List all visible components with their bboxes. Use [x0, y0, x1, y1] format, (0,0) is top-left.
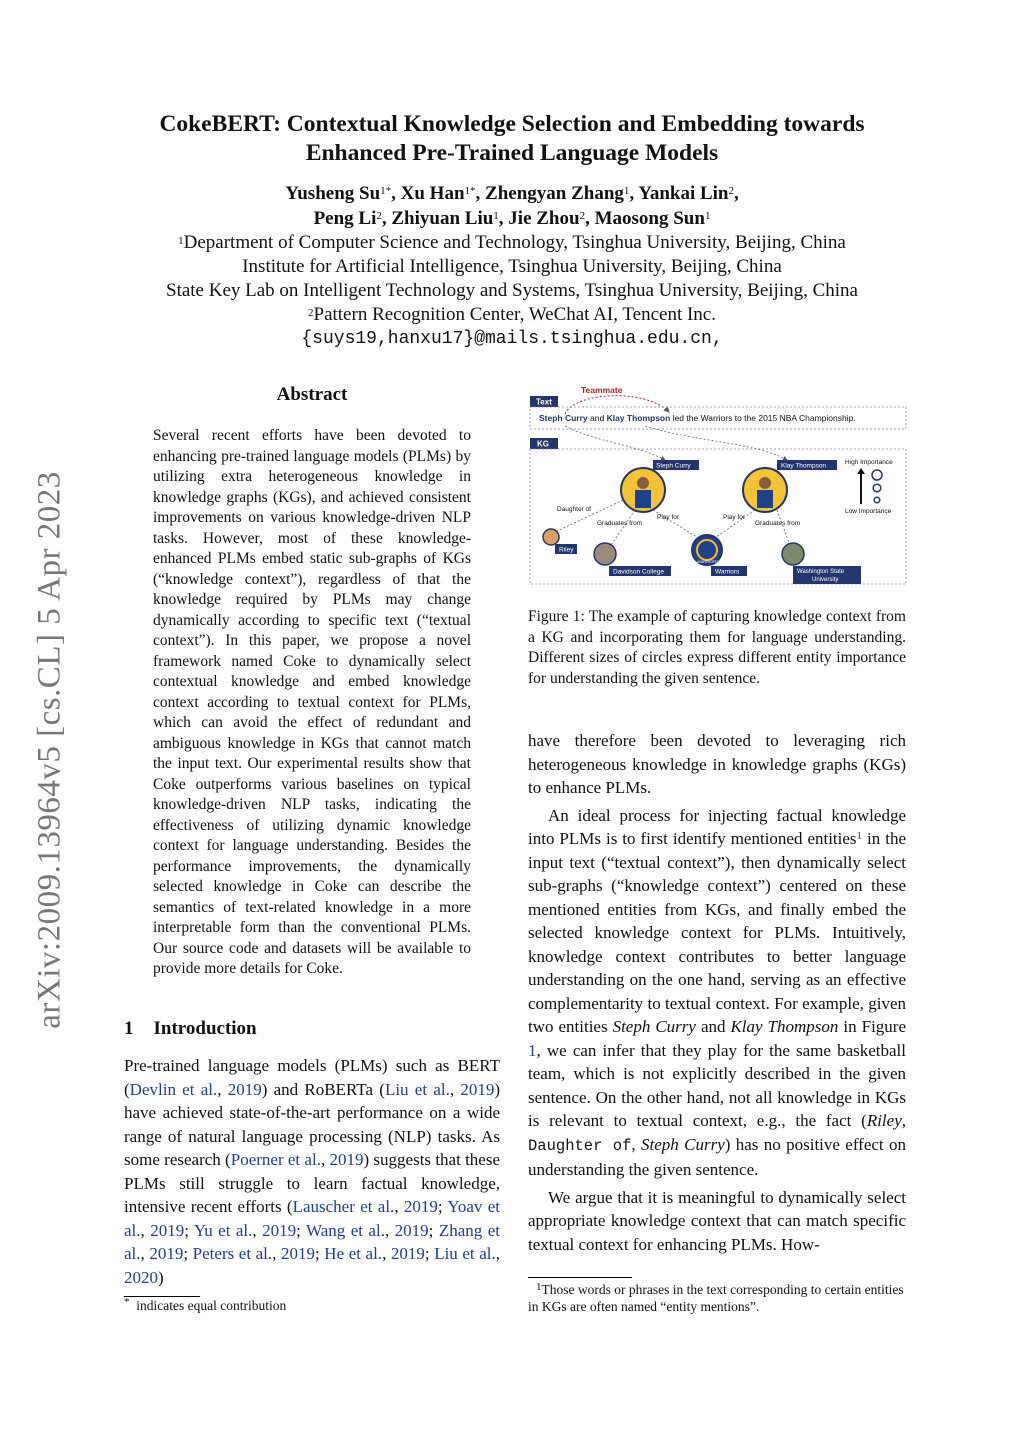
citation-link[interactable]: Yu et al.	[193, 1220, 253, 1240]
footnote-equal-contribution: * indicates equal contribution	[124, 1296, 287, 1313]
citation-link[interactable]: 2019	[150, 1220, 185, 1240]
paragraph: We argue that it is meaningful to dynamically select appropriate knowledge context that can match specific textual context for enhancing PLMs. How-	[528, 1187, 906, 1254]
footnote-rule	[124, 1296, 200, 1297]
edge-label: Play for	[657, 514, 680, 521]
intro-paragraph: Pre-trained language models (PLMs) such as BERT (Devlin et al., 2019) and RoBERTa (Liu et al., 2019) have achieved state-of-the-art performance on a wide range of natural language processing (NLP) tasks. As some research (Poerner et al., 2019) suggests that these PLMs still struggle to learn factual knowledge, intensive recent efforts (Lauscher et al., 2019; Yoav et al., 2019; Yu et al., 2019; Wang et al., 2019; Zhang et al., 2019; Peters et al., 2019; He et al., 2019; Liu et al., 2020)	[124, 1056, 501, 1287]
figure-ref-link[interactable]: 1	[528, 1040, 537, 1060]
affiliation-3: State Key Lab on Intelligent Technology and Systems, Tsinghua University, Beijing, China	[166, 280, 858, 301]
davidson-college-label: Davidson College	[613, 568, 664, 576]
paragraph: An ideal process for injecting factual knowledge into PLMs is to first identify mentioned entities$^1$ in the input text (“textual context”), then dynamically select sub-graphs (“knowledge context”) centered on these mentioned entities from KGs, and finally embed the selected knowledge context for PLMs. Intuitively, knowledge context contributes to better language understanding on the one hand, serving as an effective complementarity to textual context. For example, given two entities Steph Curry and Klay Thompson in Figure 1, we can infer that they play for the same basketball team, which is not explicitly described in the given sentence. On the other hand, not all knowledge in KGs is relevant to textual context, e.g., the fact (Riley, Daughter of, Steph Curry) has no positive effect on understanding the given sentence.	[528, 805, 906, 1179]
author: Peng Li	[313, 208, 377, 229]
riley-label: Riley	[559, 546, 574, 554]
section-number: 1	[124, 1018, 134, 1039]
author-email: {suys19,hanxu17}@mails.tsinghua.edu.cn,	[301, 329, 723, 349]
affiliations	[80, 231, 944, 351]
author: Xu Han	[400, 183, 465, 204]
sentence-entity: Klay Thompson	[606, 413, 671, 423]
author-list	[80, 181, 944, 231]
klay-thompson-label: Klay Thompson	[781, 462, 827, 470]
author: Zhiyuan Liu	[391, 208, 494, 229]
wsu-label-line2: University	[812, 577, 839, 583]
high-importance-label: High Importance	[845, 459, 893, 466]
author: Maosong Sun	[594, 208, 705, 229]
author: Zhengyan Zhang	[485, 183, 624, 204]
paragraph: have therefore been devoted to leveraging rich heterogeneous knowledge in knowledge graphs (KGs) to enhance PLMs.	[528, 731, 906, 797]
affiliation-1: $^1$Department of Computer Science and Technology, Tsinghua University, Beijing, China	[178, 232, 846, 253]
abstract-text: Several recent efforts have been devoted to enhancing pre-trained language models (PLMs) by utilizing extra heterogeneous knowledge in knowledge graphs (KGs), and achieved consistent improvements on various knowledge-driven NLP tasks. However, most of these knowledge-enhanced PLMs embed static sub-graphs of KGs (“knowledge context”), regardless of that the knowledge required by PLMs may change dynamically according to specific text (“textual context”). In this paper, we propose a novel framework named Coke to dynamically select contextual knowledge and embed knowledge context according to textual context for PLMs, which can avoid the effect of redundant and ambiguous knowledge in KGs that cannot match the input text. Our experimental results show that Coke outperforms various baselines on typical knowledge-driven NLP tasks, indicating the effectiveness of utilizing dynamic knowledge context for language understanding. Besides the performance improvements, the dynamically selected knowledge in Coke can describe the semantics of text-related knowledge in a more interpretable form than the conventional PLMs. Our source code and datasets will be available to provide more details for Coke.	[153, 427, 471, 977]
importance-circle-small	[874, 497, 880, 503]
citation-link[interactable]: 2019	[460, 1079, 495, 1099]
arxiv-id: arXiv:2009.13964v5 [cs.CL] 5 Apr 2023	[31, 471, 68, 1029]
author: Yankai Lin	[638, 183, 729, 204]
low-importance-label: Low Importance	[845, 508, 892, 515]
citation-link[interactable]: 2020	[124, 1267, 158, 1287]
title-line-2: Enhanced Pre-Trained Language Models	[305, 140, 719, 166]
footnote-rule	[528, 1277, 632, 1278]
citation-link[interactable]: Liu et al.	[434, 1244, 496, 1263]
footnote-entity-mentions: $^1$Those words or phrases in the text corresponding to certain entities in KGs are often named “entity mentions”.	[528, 1281, 904, 1314]
citation-link[interactable]: 2019	[403, 1197, 438, 1216]
wsu-node	[782, 543, 804, 565]
edge-label: Daughter of	[557, 506, 591, 513]
edge-label: Play for	[723, 514, 746, 521]
importance-circle-large	[872, 470, 882, 480]
abstract-heading: Abstract	[276, 384, 348, 405]
citation-link[interactable]: Liu et al.	[384, 1079, 450, 1099]
title-line-1: CokeBERT: Contextual Knowledge Selection and Embedding towards	[159, 111, 865, 137]
citation-link[interactable]: Poerner et al.	[230, 1150, 321, 1169]
footnote-link[interactable]: 1	[856, 830, 863, 842]
wsu-label-line1: Washington State	[797, 569, 845, 575]
author-line-1: Yusheng $Su^{1*}$, Xu Han$^{1*}$, Zhengyan Zhang$^1$, Yankai Lin$^2$,	[285, 183, 739, 204]
citation-link[interactable]: Zhang et al.	[124, 1220, 501, 1263]
citation-link[interactable]: 2019	[227, 1079, 262, 1099]
sentence-entity: Steph Curry	[539, 413, 588, 423]
text-tag-label: Text	[536, 397, 552, 407]
section-title: Introduction	[153, 1018, 257, 1039]
right-column-body	[528, 729, 906, 1256]
author: Yusheng Su	[285, 183, 381, 204]
warriors-logo-text: WARRIORS	[697, 559, 719, 564]
edge-label: Graduates from	[755, 520, 801, 527]
citation-link[interactable]: Peters et al.	[192, 1244, 273, 1263]
input-sentence: Steph Curry and Klay Thompson led the Warriors to the 2015 NBA Championship.	[539, 413, 856, 423]
davidson-college-node	[594, 543, 616, 565]
section-heading-introduction	[124, 1018, 277, 1040]
paper-title	[80, 110, 944, 168]
figure-1-diagram	[525, 382, 909, 592]
citation-link[interactable]: Wang et al.	[306, 1220, 385, 1240]
importance-circle-medium	[873, 484, 881, 492]
riley-node	[543, 529, 559, 545]
affiliation-4: $^2$Pattern Recognition Center, WeChat AI, Tencent Inc.	[308, 304, 716, 325]
citation-link[interactable]: 2019	[262, 1220, 297, 1240]
edge-label: Graduates from	[597, 520, 643, 527]
citation-link[interactable]: 2019	[394, 1220, 429, 1240]
citation-link[interactable]: Devlin et al.	[129, 1079, 218, 1099]
teammate-label: Teammate	[581, 385, 623, 395]
citation-link[interactable]: 2019	[390, 1244, 425, 1263]
citation-link[interactable]: He et al.	[324, 1244, 383, 1263]
citation-link[interactable]: Yoav et al.	[124, 1197, 501, 1240]
author-line-2: Peng Li$^2$, Zhiyuan Liu$^1$, Jie Zhou$^2$, Maosong Sun$^1$	[313, 208, 711, 229]
kg-tag-label: KG	[537, 439, 549, 449]
figure-1-caption: Figure 1: The example of capturing knowledge context from a KG and incorporating them for language understanding. Different sizes of circles express different entity importance for understanding the given sentence.	[528, 608, 906, 687]
citation-link[interactable]: 2019	[149, 1244, 184, 1263]
citation-link[interactable]: 2019	[280, 1244, 315, 1263]
teammate-arc	[565, 396, 669, 414]
author: Jie Zhou	[508, 208, 580, 229]
citation-link[interactable]: Lauscher et al.	[292, 1197, 395, 1216]
affiliation-2: Institute for Artificial Intelligence, Tsinghua University, Beijing, China	[242, 256, 782, 277]
steph-curry-label: Steph Curry	[656, 462, 691, 470]
warriors-label: Warriors	[715, 568, 740, 576]
citation-link[interactable]: 2019	[329, 1150, 364, 1169]
arxiv-stamp	[30, 460, 70, 1040]
